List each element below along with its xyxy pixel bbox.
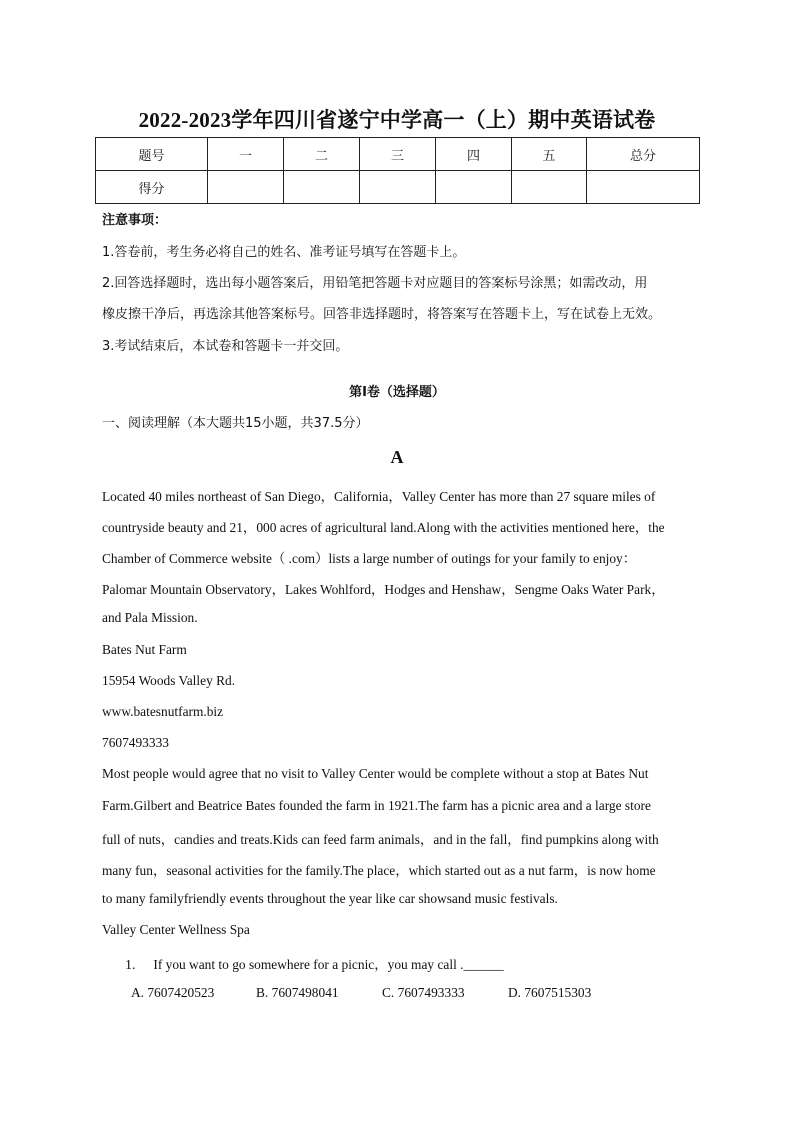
score-cell [512,171,587,204]
notice-item: 橡皮擦干净后，再选涂其他答案标号。回答非选择题时，将答案写在答题卡上，写在试卷上无效。 [102,307,662,322]
section-title: 第I卷（选择题） [349,385,445,400]
header-cell: 总分 [587,138,700,171]
score-cell [587,171,700,204]
header-cell: 五 [512,138,587,171]
passage-line: and Pala Mission. [102,610,198,625]
notice-item: 3.考试结束后，本试卷和答题卡一并交回。 [102,339,349,354]
part-title: 一、阅读理解（本大题共15小题，共37.5分） [102,416,369,431]
passage-line: Valley Center Wellness Spa [102,922,250,937]
header-cell: 一 [208,138,284,171]
option-a[interactable]: A. 7607420523 [131,985,215,1000]
notice-heading: 注意事项： [102,213,168,228]
passage-line: countryside beauty and 21，000 acres of agricultural land.Along with the activities mentioned here，the [102,520,665,535]
header-cell: 题号 [96,138,208,171]
score-table-score-row [96,171,700,204]
notice-item: 2.回答选择题时，选出每小题答案后，用铅笔把答题卡对应题目的答案标号涂黑；如需改动，用 [102,276,648,291]
row-label-cell: 得分 [96,171,208,204]
passage-line: Farm.Gilbert and Beatrice Bates founded the farm in 1921.The farm has a picnic area and a large store [102,798,651,813]
score-cell [208,171,284,204]
passage-line: Palomar Mountain Observatory，Lakes Wohlford，Hodges and Henshaw，Sengme Oaks Water Park， [102,582,665,597]
option-b[interactable]: B. 7607498041 [256,985,339,1000]
header-cell: 三 [360,138,436,171]
passage-line: Located 40 miles northeast of San Diego，California，Valley Center has more than 27 square miles of [102,489,656,504]
question-text: If you want to go somewhere for a picnic，you may call .______ [153,957,504,972]
notice-item: 1.答卷前，考生务必将自己的姓名、准考证号填写在答题卡上。 [102,245,466,260]
option-c[interactable]: C. 7607493333 [382,985,465,1000]
passage-line: Bates Nut Farm [102,642,187,657]
score-cell [360,171,436,204]
passage-line: to many familyfriendly events throughout the year like car showsand music festivals. [102,891,558,906]
score-cell [436,171,512,204]
passage-line: Chamber of Commerce website（ .com）lists a large number of outings for your family to enjoy： [102,551,637,566]
question-1 [125,954,504,974]
passage-letter: A [390,447,404,467]
header-cell: 四 [436,138,512,171]
passage-line: Most people would agree that no visit to Valley Center would be complete without a stop at Bates Nut [102,766,649,781]
score-cell [284,171,360,204]
passage-line: many fun，seasonal activities for the family.The place，which started out as a nut farm，is now home [102,863,656,878]
score-table [95,137,700,204]
passage-line: www.batesnutfarm.biz [102,704,224,719]
header-cell: 二 [284,138,360,171]
passage-line: full of nuts，candies and treats.Kids can feed farm animals，and in the fall，find pumpkins along with [102,832,659,847]
option-d[interactable]: D. 7607515303 [508,985,592,1000]
passage-line: 15954 Woods Valley Rd. [102,673,236,688]
passage-line: 7607493333 [102,735,169,750]
score-table-header-row [96,138,700,171]
exam-title: 2022-2023学年四川省遂宁中学高一（上）期中英语试卷 [138,108,656,132]
question-number: 1. [125,958,136,973]
